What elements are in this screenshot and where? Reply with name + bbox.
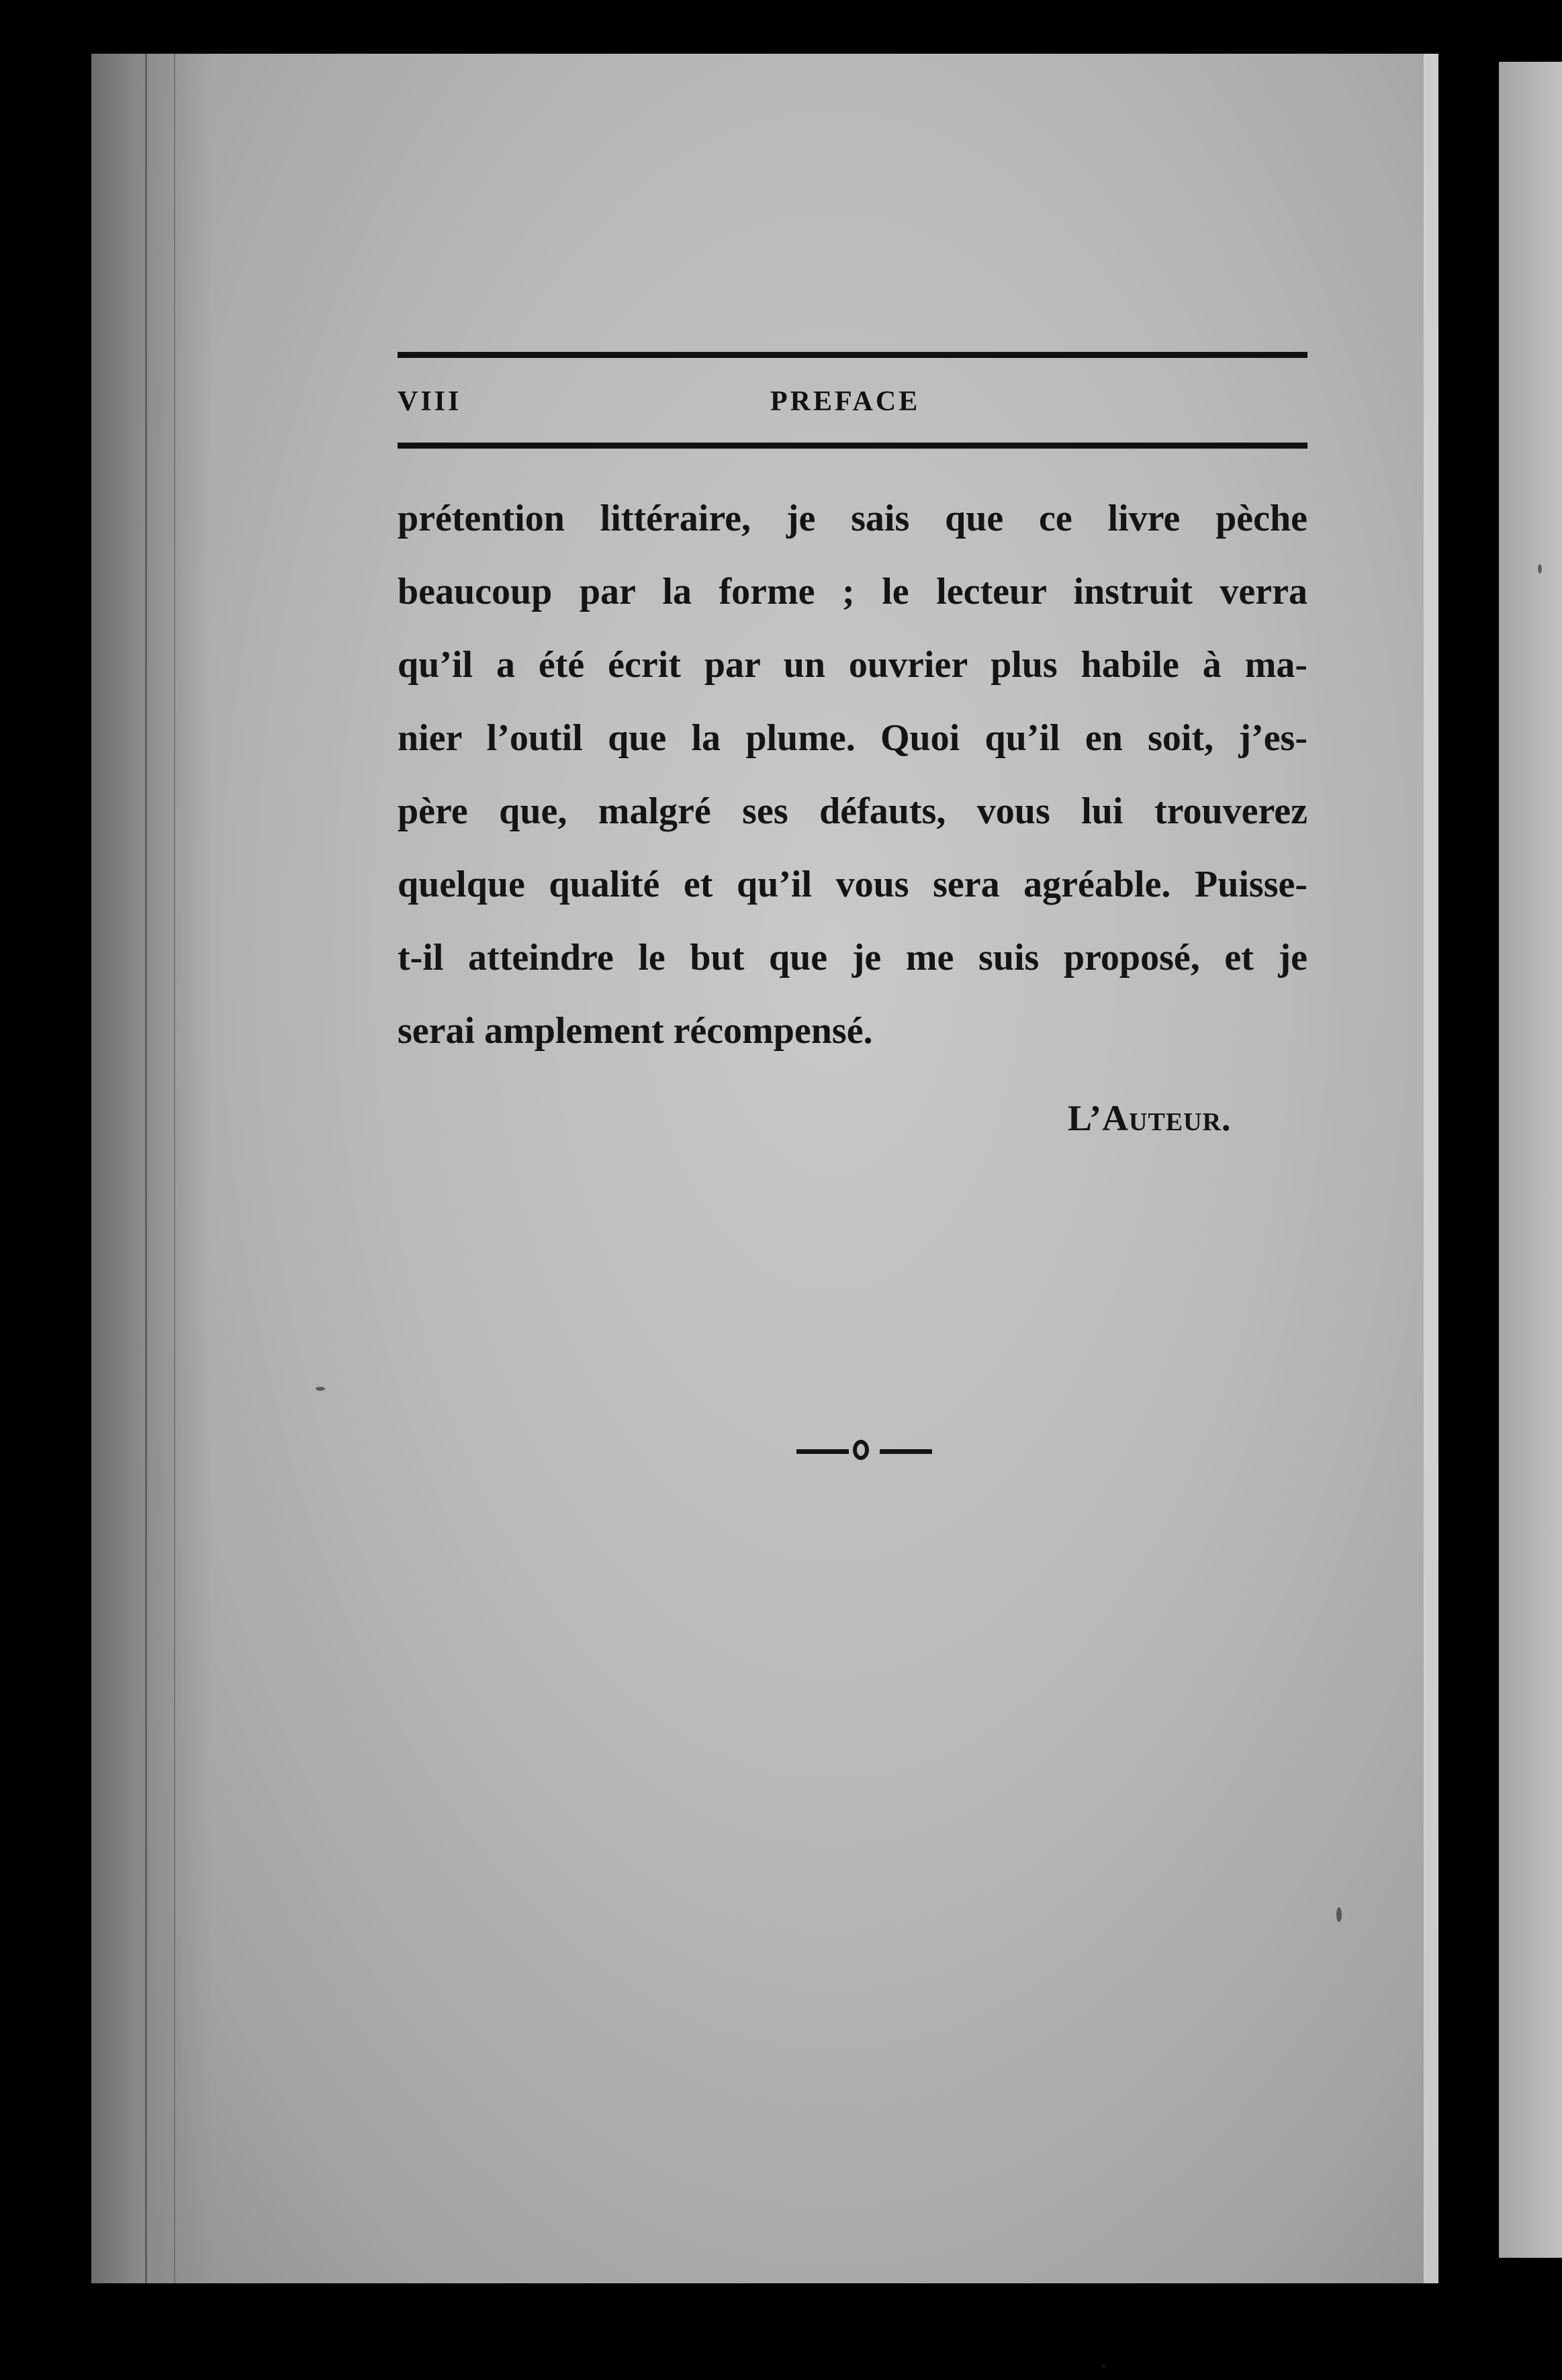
text-line: nier l’outil que la plume. Quoi qu’il en soit, j’es- xyxy=(398,717,1307,759)
text-line: prétention littéraire, je sais que ce livre pèche xyxy=(398,498,1307,539)
ornament-dash-left xyxy=(796,1449,849,1454)
paper-speck xyxy=(1101,2364,1105,2368)
preface-body xyxy=(398,482,1307,1068)
text-line: quelque qualité et qu’il vous sera agréable. Puisse- xyxy=(398,864,1307,905)
text-line: serai amplement récompensé. xyxy=(398,1010,873,1052)
text-line: père que, malgré ses défauts, vous lui trouverez xyxy=(398,790,1307,832)
running-head xyxy=(398,385,1307,426)
author-signature: L’Auteur. xyxy=(1068,1098,1232,1138)
text-line: t-il atteindre le but que je me suis proposé, et je xyxy=(398,937,1307,978)
ornament-dash-right xyxy=(880,1449,932,1454)
page-right-edge xyxy=(1424,54,1438,2283)
page-number: VIII xyxy=(398,386,462,417)
header-bottom-rule xyxy=(398,443,1307,449)
adjacent-page-strip xyxy=(1499,62,1562,2258)
running-title: PREFACE xyxy=(770,386,921,417)
paper-speck xyxy=(1538,564,1542,574)
text-line: beaucoup par la forme ; le lecteur instruit verra xyxy=(398,571,1307,612)
paper-speck xyxy=(316,1387,325,1391)
ornament-circle xyxy=(853,1440,869,1460)
text-line: qu’il a été écrit par un ouvrier plus habile à ma- xyxy=(398,644,1307,686)
header-top-rule xyxy=(398,352,1307,358)
paper-speck xyxy=(1336,1907,1342,1922)
end-ornament xyxy=(796,1430,931,1471)
page-edge-lines xyxy=(145,54,175,2283)
